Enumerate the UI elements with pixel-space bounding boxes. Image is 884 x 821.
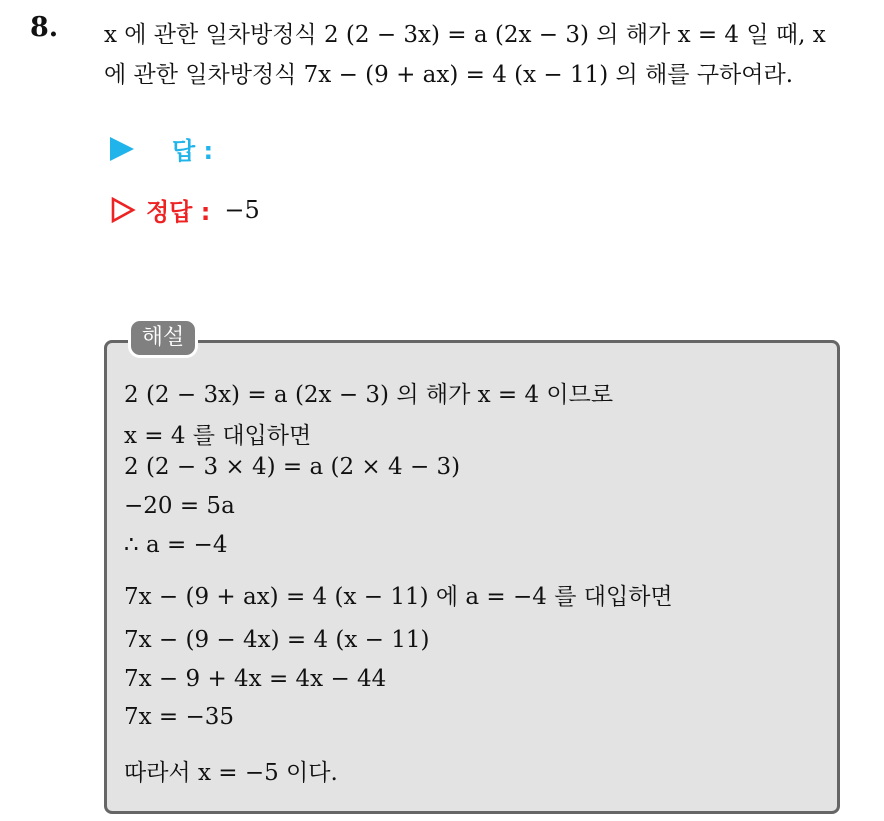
answer-label: 답 : xyxy=(172,137,214,165)
solution-box xyxy=(104,340,840,814)
question-number: 8. xyxy=(30,12,59,43)
solution-tab-label: 해설 xyxy=(128,318,198,358)
correct-answer-value: −5 xyxy=(224,195,260,224)
answer-row xyxy=(110,131,213,166)
outline-triangle-icon xyxy=(110,197,136,223)
solution-line: 7x − (9 + ax) = 4 (x − 11) 에 a = −4 를 대입하면 xyxy=(124,584,673,610)
solution-line: 7x = −35 xyxy=(124,704,235,730)
correct-answer-row xyxy=(110,192,260,227)
solution-line: −20 = 5a xyxy=(124,493,235,519)
solution-line: 따라서 x = −5 이다. xyxy=(124,760,338,786)
solution-line: x = 4 를 대입하면 xyxy=(124,423,312,449)
question-text-line-2: 에 관한 일차방정식 7x − (9 + ax) = 4 (x − 11) 의 해를 구하여라. xyxy=(104,62,794,88)
play-triangle-icon xyxy=(110,137,134,161)
question-text-line-1: x 에 관한 일차방정식 2 (2 − 3x) = a (2x − 3) 의 해가 x = 4 일 때, x xyxy=(104,22,826,48)
solution-line: 2 (2 − 3x) = a (2x − 3) 의 해가 x = 4 이므로 xyxy=(124,382,614,408)
solution-line: 7x − (9 − 4x) = 4 (x − 11) xyxy=(124,627,430,653)
solution-line: 2 (2 − 3 × 4) = a (2 × 4 − 3) xyxy=(124,454,461,480)
solution-line: ∴ a = −4 xyxy=(124,532,228,558)
solution-line: 7x − 9 + 4x = 4x − 44 xyxy=(124,666,387,692)
correct-answer-label: 정답 : xyxy=(146,198,211,226)
